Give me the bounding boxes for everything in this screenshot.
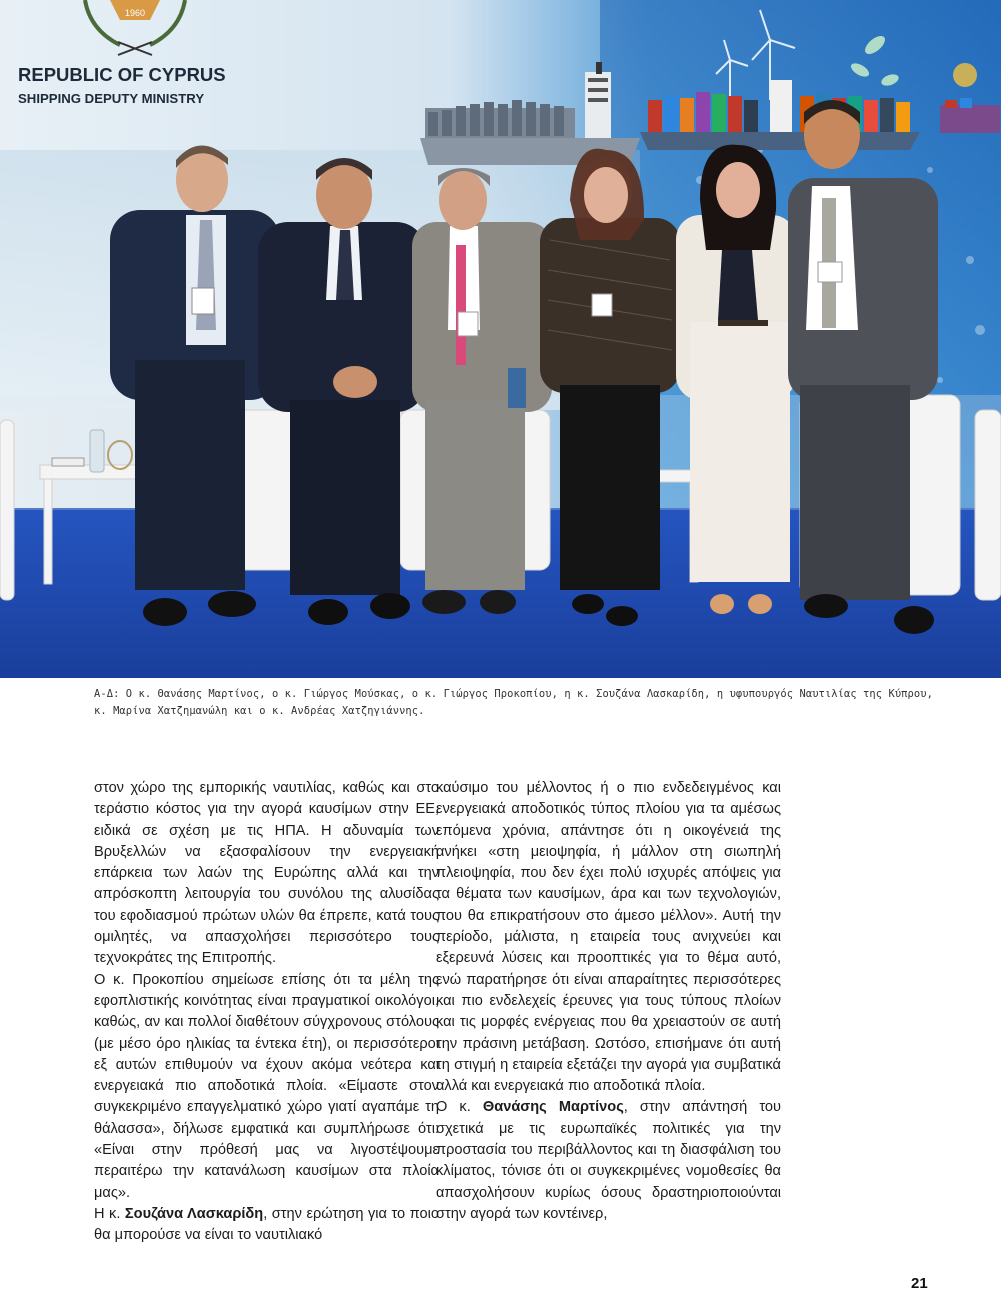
text-rest: , στην απάντησή του σχετικά με τις ευρωπαϊκές πολιτικές για την προστασία του περιβάλλοντος και τη διασφάλιση του κλίματος, τόνισε ότι οι συγκεκριμένες νομοθεσίες θα απασχολήσουν κυρίως όσους δραστηριοποιούνται στην αγορά των κοντέινερ, [436,1099,781,1222]
page-number: 21 [911,1275,928,1292]
banner-title: REPUBLIC OF CYPRUS [18,64,226,85]
photo-caption [94,686,934,720]
person-name-bold: Θανάσης Μαρτίνος [482,1099,624,1116]
caption-line: κ. Μαρίνα Χατζημανώλη και ο κ. Ανδρέας Χατζηγιάννης. [94,705,425,717]
emblem-year: 1960 [124,8,146,18]
text-prefix: Ο κ. [436,1099,483,1116]
paragraph: Ο κ. Προκοπίου σημείωσε επίσης ότι τα μέλη της εφοπλιστικής κοινότητας είναι πραγματικοί οικολόγοι, καθώς, αν και πολλοί διαθέτουν σύγχρονους στόλους (με μέσο όρο ηλικίας τα έντεκα έτη), οι περισσότεροι εξ αυτών επιθυμούν να έχουν ακόμα νεότερα και ενεργειακά πιο αποδοτικά πλοία. «Είμαστε στον συγκεκριμένο επαγγελματικό χώρο γιατί αγαπάμε τη θάλασσα», δήλωσε εμφατικά και συμπλήρωσε ότι: «Είναι στην πρόθεσή μας να λιγοστέψουμε περαιτέρω την κατανάλωση καυσίμων στα πλοία μας». [94,971,439,1201]
article-column-left [94,778,439,1247]
paragraph [94,1204,439,1247]
paragraph: στον χώρο της εμπορικής ναυτιλίας, καθώς και στο τεράστιο κόστος για την αγορά καυσίμων στην ΕΕ, ειδικά σε σχέση με τις ΗΠΑ. Η αδυναμία των Βρυξελλών να εξασφαλίσουν την ενεργειακή επάρκεια των λαών της Ευρώπης αλλά και την απρόσκοπτη λειτουργία του συνόλου της αλυσίδας του εφοδιασμού πρώτων υλών θα έπρεπε, κατά τους ομιλητές, να απασχολήσει περισσότερο τους τεχνοκράτες της Επιτροπής. [94,780,439,967]
paragraph: καύσιμο του μέλλοντος ή ο πιο ενδεδειγμένος και ενεργειακά αποδοτικός τύπος πλοίου για τα αμέσως επόμενα χρόνια, απάντησε ότι η οικογένειά της ανήκει «στη μειοψηφία, ή μάλλον στη σιωπηλή πλειοψηφία, που δεν έχει πολύ ισχυρές απόψεις για τα θέματα των καυσίμων, άρα και των τεχνολογιών, που θα επικρατήσουν στο άμεσο μέλλον». Αυτή την περίοδο, μάλιστα, η εταιρεία τους ανιχνεύει και εξερευνά λύσεις και προοπτικές για το θέμα αυτό, ενώ παρατήρησε ότι είναι απαραίτητες περισσότερες και πιο ενδελεχείς έρευνες για τους τύπους πλοίων και τις μορφές ενέργειας που θα χρειαστούν σε αυτή την πράσινη μετάβαση. Ωστόσο, επισήμανε ότι αυτή τη στιγμή η εταιρεία εξετάζει την αγορά για συμβατικά αλλά και ενεργειακά πιο αποδοτικά πλοία. [436,780,781,1095]
person-name-bold: Σουζάνα Λασκαρίδη [124,1205,264,1222]
article-column-right [436,778,781,1225]
person-4 [540,149,680,626]
caption-line: Α-Δ: Ο κ. Θανάσης Μαρτίνος, ο κ. Γιώργος Μούσκας, ο κ. Γιώργος Προκοπίου, η κ. Σουζάνα Λασκαρίδη, η υφυπουργός Ναυτιλίας της Κύπρου, [94,688,933,700]
paragraph [436,1097,781,1225]
banner-subtitle: SHIPPING DEPUTY MINISTRY [18,91,205,106]
text-rest: , στην ερώτηση για το ποιο θα μπορούσε να είναι το ναυτιλιακό [94,1205,439,1244]
text-prefix: Η κ. [94,1205,125,1222]
